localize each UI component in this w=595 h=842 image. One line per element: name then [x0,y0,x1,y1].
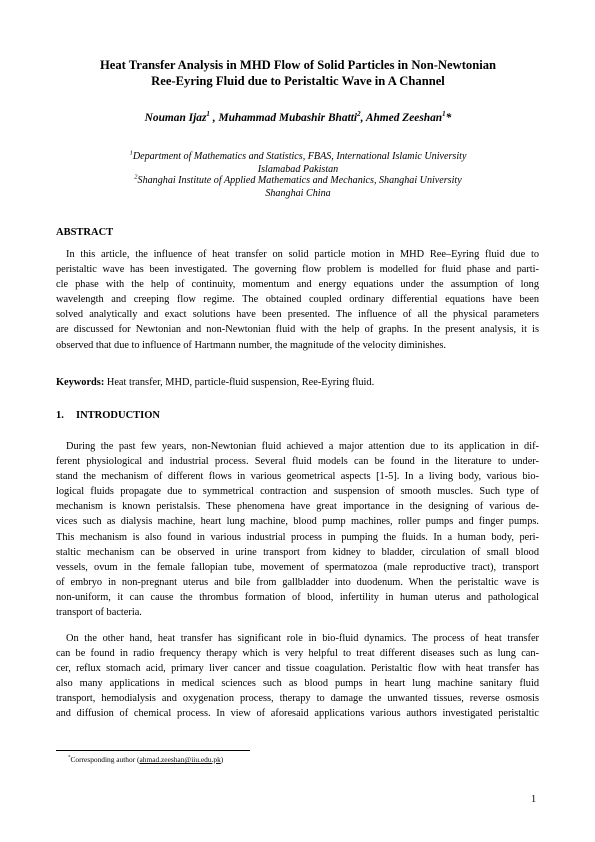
author-name: Ahmed Zeeshan [365,112,443,124]
section-number: 1. [56,410,64,421]
corresponding-email-link[interactable]: ahmad.zeeshan@iiu.edu.pk [139,755,221,764]
affiliation [60,151,536,176]
text-line: can be found in radio frequency therapy which is very helpful to treat different diseases such as lung can- [56,648,539,660]
affiliation-number: 2 [134,173,138,181]
text-line: stand the mechanism of different flows in various geometrical aspects [1-5]. In a living body, various bio- [56,471,539,483]
footnote-close: ) [220,755,224,764]
author-name: Nouman Ijaz [144,112,207,124]
author-name: Muhammad Mubashir Bhatti [218,112,358,124]
text-line: and diffusion of chemical process. In view of aforesaid applications various authors investigated peristaltic [56,708,539,720]
text-line: transport of bacteria. [56,607,142,619]
keywords [56,377,374,388]
text-line: During the past few years, non-Newtonian fluid achieved a major attention due to its application in dif- [66,441,539,452]
affiliation-line: Shanghai China [265,187,331,199]
affiliation-line: Islamabad Pakistan [257,163,339,175]
text-line: This mechanism is also found in various industrial process in pumping the fluids. In a human body, peri- [56,531,539,543]
affiliation [60,175,536,200]
keywords-label: Keywords: [56,377,105,388]
text-line: solved analytically and exact solutions have been presented. The influence of all the physical parameters [56,309,539,321]
title-line-2: Ree-Eyring Fluid due to Peristaltic Wave in A Channel [151,74,445,88]
footnote-mark: * [68,755,71,761]
keywords-text: Heat transfer, MHD, particle-fluid suspension, Ree-Eyring fluid. [104,377,375,388]
corresponding-author-mark: * [445,112,452,124]
introduction-paragraph [56,439,539,620]
author-affiliation-mark: 1 [442,110,446,119]
paper-title [60,57,536,89]
text-line: are discussed for Newtonian and non-Newtonian fluid with the help of graphs. In the present analysis, it is [56,324,539,336]
affiliation-line: Department of Mathematics and Statistics, FBAS, International Islamic University [132,151,467,162]
text-line: On the other hand, heat transfer has significant role in bio-fluid dynamics. The process of heat transfer [66,633,539,644]
section-title: INTRODUCTION [76,410,161,421]
text-line: wavelength and creeping flow regime. The obtained coupled ordinary differential equations have been [56,294,539,306]
text-line: logical fluids propagate due to symmetrical contraction and suspension of smooth muscles. Such type of [56,486,539,498]
text-line: ferent physiological and industrial process. Several fluid models can be found in the literature to under- [56,456,539,468]
text-line: of embryo in non-pregnant uterus and bile from gallbladder into duodenum. When the peristaltic wave is [56,576,539,588]
affiliation-line: Shanghai Institute of Applied Mathematics and Mechanics, Shanghai University [137,175,462,186]
author-list: Nouman Ijaz$^1$ , Muhammad Mubashir Bhatti$^2$, Ahmed Zeeshan$^1$* [144,110,452,124]
author-affiliation-mark: 1 [206,110,210,119]
text-line: staltic mechanism can be observed in urine transport from kidney to bladder, circulation of small blood [56,546,539,558]
text-line: cer, reflux stomach acid, primary liver cancer and tissue coagulation. Peristaltic flow with heat transfer has [56,663,539,675]
footnote-divider [56,750,250,751]
text-line: peristaltic wave has been investigated. The governing flow problem is modelled for fluid phase and parti- [56,264,539,276]
abstract-paragraph [56,247,539,353]
affiliation-number: 1 [129,149,133,157]
page-number: 1 [531,794,537,805]
title-line-1: Heat Transfer Analysis in MHD Flow of Solid Particles in Non-Newtonian [99,58,496,72]
text-line: cle phase with the help of continuity, momentum and energy equations under the assumption of long [56,279,539,291]
abstract-heading: ABSTRACT [56,227,114,238]
introduction-paragraph [56,631,539,722]
footnote [68,755,223,764]
text-line: In this article, the influence of heat transfer on solid particle motion in MHD Ree–Eyring fluid due to [66,249,539,260]
text-line: observed that due to influence of Hartmann number, the magnitude of the velocity diminishes. [56,339,446,351]
author-affiliation-mark: 2 [357,110,361,119]
text-line: vices such as dialysis machine, heart lung machine, blood pump machines, roller pumps and finger pumps. [56,516,539,528]
footnote-text: Corresponding author ( [70,755,140,764]
text-line: vessels, ovum in the female fallopian tube, movement of spermatozoa (male reproductive tract), transport [56,561,539,573]
introduction-heading [56,410,160,421]
text-line: transport, hemodialysis and oxygenation process, therapy to damage the unwanted tissues, reverse osmosis [56,693,539,705]
text-line: mechanism is known peristalsis. These phenomena have great importance in the designing of various de- [56,501,539,513]
text-line: also many applications in medical sciences such as blood pumps in heart lung machine sanitary fluid [56,678,539,690]
text-line: non-uniform, it can cause the thrombus formation of blood, infertility in human uterus and pathological [56,591,539,603]
